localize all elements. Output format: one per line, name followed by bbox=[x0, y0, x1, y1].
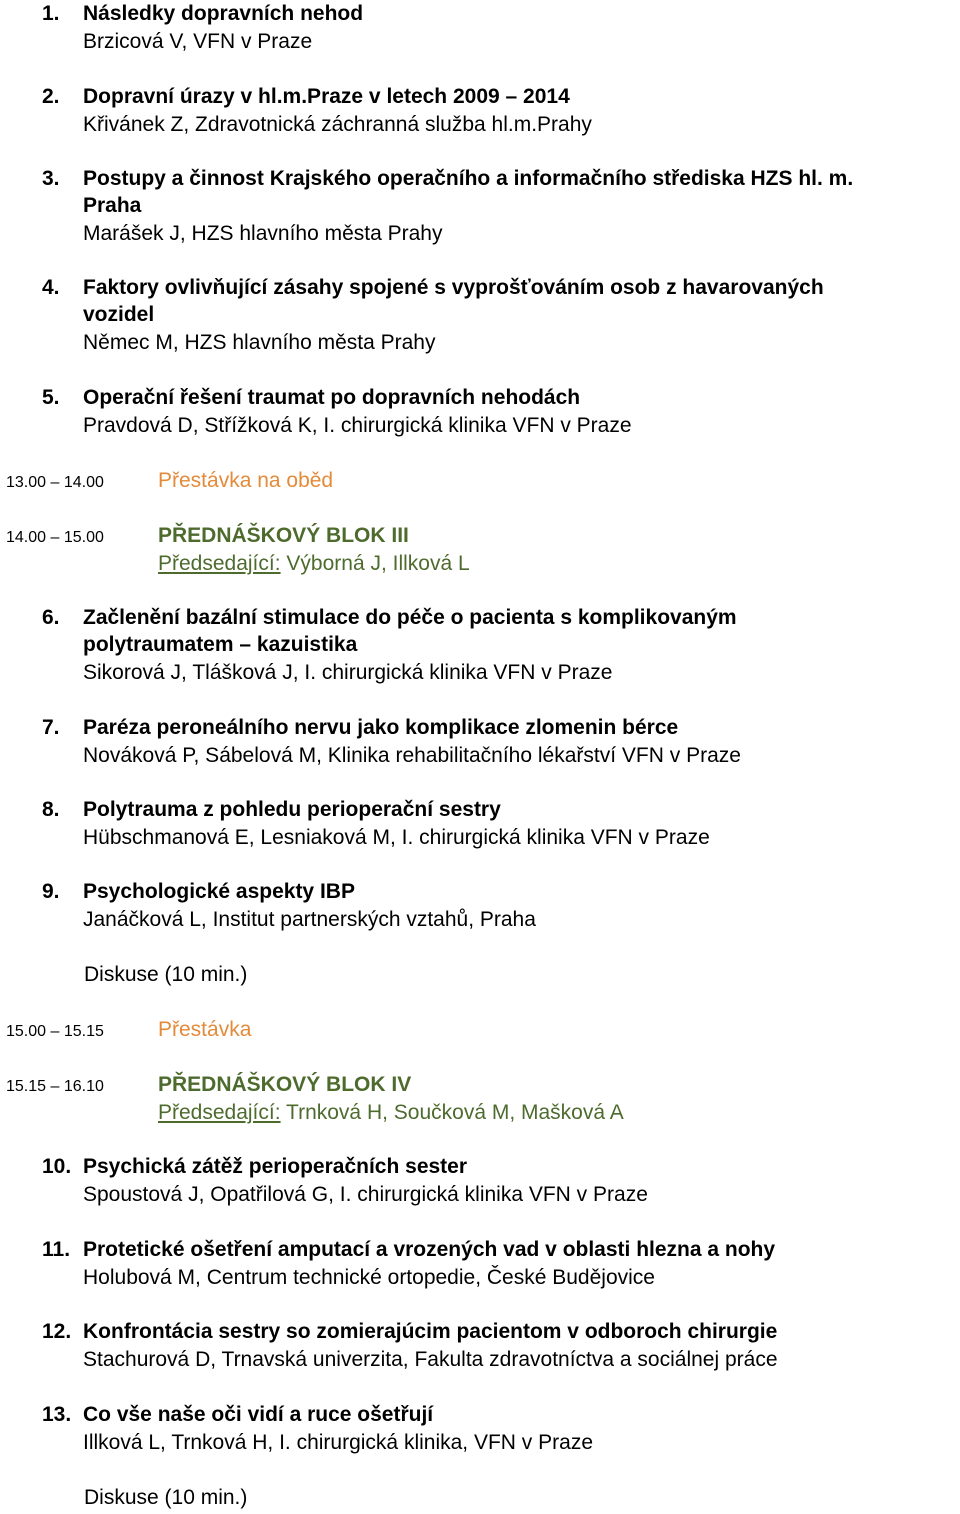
chair-label: Předsedající: bbox=[158, 1101, 281, 1124]
item-number: 7. bbox=[42, 716, 60, 739]
block-title: PŘEDNÁŠKOVÝ BLOK IV bbox=[158, 1073, 412, 1096]
item-number: 3. bbox=[42, 167, 60, 190]
item-author: Holubová M, Centrum technické ortopedie, České Budějovice bbox=[83, 1266, 655, 1289]
item-author: Brzicová V, VFN v Praze bbox=[83, 30, 313, 53]
item-number: 11. bbox=[42, 1238, 71, 1261]
break-label: Přestávka na oběd bbox=[158, 469, 334, 492]
item-author: Křivánek Z, Zdravotnická záchranná služba hl.m.Prahy bbox=[83, 113, 592, 136]
block-time: 14.00 – 15.00 bbox=[6, 529, 104, 546]
chair-names: Trnková H, Součková M, Mašková A bbox=[280, 1101, 624, 1124]
item-author: Hübschmanová E, Lesniaková M, I. chirurgická klinika VFN v Praze bbox=[83, 826, 710, 849]
item-title: Faktory ovlivňující zásahy spojené s vyprošťováním osob z havarovaných bbox=[83, 276, 824, 299]
item-author: Illková L, Trnková H, I. chirurgická klinika, VFN v Praze bbox=[83, 1431, 593, 1454]
block-title: PŘEDNÁŠKOVÝ BLOK III bbox=[158, 524, 409, 547]
item-title: Psychologické aspekty IBP bbox=[83, 880, 355, 903]
item-number: 5. bbox=[42, 386, 60, 409]
item-title: Postupy a činnost Krajského operačního a informačního střediska HZS hl. m. bbox=[83, 167, 854, 190]
item-title: Protetické ošetření amputací a vrozených vad v oblasti hlezna a nohy bbox=[83, 1238, 776, 1261]
block-time: 15.15 – 16.10 bbox=[6, 1078, 104, 1095]
chair-label: Předsedající: bbox=[158, 552, 281, 575]
item-author: Nováková P, Sábelová M, Klinika rehabilitačního lékařství VFN v Praze bbox=[83, 744, 741, 767]
item-number: 9. bbox=[42, 880, 60, 903]
item-author: Němec M, HZS hlavního města Prahy bbox=[83, 331, 436, 354]
item-title: Konfrontácia sestry so zomierajúcim pacientom v odboroch chirurgie bbox=[83, 1320, 778, 1343]
item-author: Stachurová D, Trnavská univerzita, Fakulta zdravotníctva a sociálnej práce bbox=[83, 1348, 778, 1371]
item-author: Spoustová J, Opatřilová G, I. chirurgická klinika VFN v Praze bbox=[83, 1183, 648, 1206]
item-title-cont: Praha bbox=[83, 194, 142, 217]
break-label: Přestávka bbox=[158, 1018, 252, 1041]
item-number: 2. bbox=[42, 85, 60, 108]
block-chairs-line bbox=[158, 1100, 624, 1126]
chair-names: Výborná J, Illková L bbox=[280, 552, 470, 575]
item-number: 8. bbox=[42, 798, 60, 821]
item-title: Dopravní úrazy v hl.m.Praze v letech 2009 – 2014 bbox=[83, 85, 570, 108]
item-title: Začlenění bazální stimulace do péče o pacienta s komplikovaným bbox=[83, 606, 737, 629]
item-author: Pravdová D, Střížková K, I. chirurgická klinika VFN v Praze bbox=[83, 414, 632, 437]
item-title: Operační řešení traumat po dopravních nehodách bbox=[83, 386, 581, 409]
item-number: 12. bbox=[42, 1320, 72, 1343]
item-title: Následky dopravních nehod bbox=[83, 2, 364, 25]
item-author: Sikorová J, Tlášková J, I. chirurgická klinika VFN v Praze bbox=[83, 661, 613, 684]
item-title-cont: vozidel bbox=[83, 303, 155, 326]
discussion-label: Diskuse (10 min.) bbox=[84, 963, 248, 986]
item-author: Marášek J, HZS hlavního města Prahy bbox=[83, 222, 443, 245]
item-author: Janáčková L, Institut partnerských vztahů, Praha bbox=[83, 908, 536, 931]
item-title: Polytrauma z pohledu perioperační sestry bbox=[83, 798, 501, 821]
block-chairs-line bbox=[158, 551, 470, 577]
item-title-cont: polytraumatem – kazuistika bbox=[83, 633, 358, 656]
item-number: 10. bbox=[42, 1155, 72, 1178]
break-time: 13.00 – 14.00 bbox=[6, 474, 104, 491]
item-number: 13. bbox=[42, 1403, 72, 1426]
item-number: 4. bbox=[42, 276, 60, 299]
item-title: Paréza peroneálního nervu jako komplikace zlomenin bérce bbox=[83, 716, 679, 739]
item-number: 1. bbox=[42, 2, 60, 25]
item-title: Psychická zátěž perioperačních sester bbox=[83, 1155, 468, 1178]
discussion-label: Diskuse (10 min.) bbox=[84, 1486, 248, 1509]
item-number: 6. bbox=[42, 606, 60, 629]
break-time: 15.00 – 15.15 bbox=[6, 1023, 104, 1040]
item-title: Co vše naše oči vidí a ruce ošetřují bbox=[83, 1403, 434, 1426]
